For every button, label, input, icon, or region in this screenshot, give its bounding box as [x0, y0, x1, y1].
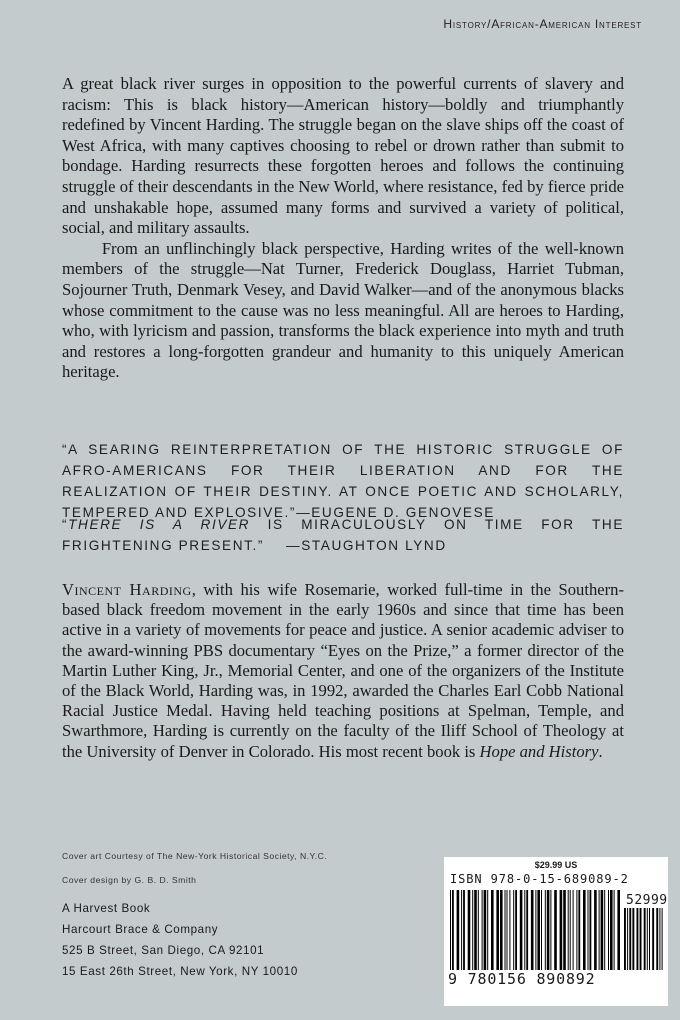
- barcode-bar: [599, 890, 600, 970]
- barcode-bar: [531, 890, 534, 970]
- barcode-bar: [484, 890, 487, 970]
- barcode-bar: [457, 890, 460, 970]
- cover-design-credit: Cover design by G. B. D. Smith: [62, 875, 197, 885]
- quote-text: “A SEARING REINTERPRETATION OF THE HISTORIC STRUGGLE OF AFRO-AMERICANS FOR THEIR LIBERATION AND FOR THE REALIZATION OF THEIR DESTINY. AT ONCE POETIC AND SCHOLARLY, TEMPERED AND EXPLOSIVE.”: [62, 442, 624, 520]
- barcode-bar: [568, 890, 569, 970]
- barcode-addon-digits: 52999: [626, 893, 668, 908]
- quote-open-mark: “: [62, 517, 69, 532]
- barcode-bar: [573, 890, 574, 970]
- barcode-bar: [576, 890, 577, 970]
- barcode-bar: [637, 908, 639, 970]
- barcode-bar: [594, 890, 597, 970]
- ean-digits: 9 780156 890892: [448, 970, 596, 988]
- barcode-bar: [450, 890, 451, 970]
- barcode-bar: [537, 890, 540, 970]
- barcode-bar: [649, 908, 650, 970]
- barcode-bar: [588, 890, 589, 970]
- barcode-bar: [563, 890, 566, 970]
- barcode-bar: [614, 890, 615, 970]
- isbn-label: ISBN 978-0-15-689089-2: [450, 872, 629, 886]
- price-label: $29.99 US: [534, 860, 578, 870]
- barcode-bar: [487, 890, 488, 970]
- barcode-bar: [656, 908, 658, 970]
- barcode-bar: [608, 890, 609, 970]
- publisher-address-2: 15 East 26th Street, New York, NY 10010: [62, 965, 298, 978]
- cover-art-credit: Cover art Courtesy of The New-York Historical Society, N.Y.C.: [62, 851, 328, 861]
- barcode-bar: [590, 890, 592, 970]
- barcode-bar: [659, 908, 660, 970]
- barcode-bar: [640, 908, 642, 970]
- quote-attribution: —STAUGHTON LYND: [286, 538, 447, 553]
- barcode-bar: [515, 890, 517, 970]
- quote-text: IS MIRACULOUSLY ON TIME FOR THE FRIGHTENING PRESENT.”: [62, 517, 625, 553]
- barcode-bar: [545, 890, 546, 970]
- barcode-bar: [570, 890, 571, 970]
- barcode-bar: [468, 890, 471, 970]
- barcode-bar: [610, 890, 613, 970]
- barcode-bar: [474, 890, 477, 970]
- barcode-bar: [560, 890, 563, 970]
- barcode-bar: [463, 890, 465, 970]
- barcode-bar: [513, 890, 514, 970]
- barcode-bar: [604, 890, 605, 970]
- barcode-bar: [472, 890, 473, 970]
- barcode-bar: [491, 890, 494, 970]
- publisher-info: [62, 898, 298, 982]
- barcode-bar: [461, 890, 462, 970]
- barcode-bar: [452, 890, 454, 970]
- publisher-address-1: 525 B Street, San Diego, CA 92101: [62, 944, 265, 957]
- description-paragraph-2: From an unflinchingly black perspective, Harding writes of the well-known members of the struggle—Nat Turner, Frederick Douglass, Harriet Tubman, Sojourner Truth, Denmark Vesey, and David Walker—and of the anonymous blacks whose commitment to the cause was no less meaningful. All are heroes to Harding, who, with lyricism and passion, transforms the black experience into myth and truth and restores a long-forgotten grandeur and humanity to this uniquely American heritage.: [62, 238, 624, 382]
- category-label: History/African-American Interest: [443, 17, 642, 31]
- bio-text: , with his wife Rosemarie, worked full-time in the Southern-based black freedom movement in the early 1960s and since that time has been active in a variety of movements for peace and justice. A senior academic adviser to the award-winning PBS documentary “Eyes on the Prize,” a former director of the Martin Luther King, Jr., Memorial Center, and one of the organizers of the Institute of the Black World, Harding was, in 1992, awarded the Charles Earl Cobb National Racial Justice Medal. Having held teaching positions at Spelman, Temple, and Swarthmore, Harding is currently on the faculty of the Iliff School of Theology at the University of Denver in Colorado. His most recent book is: [62, 580, 624, 761]
- barcode-bar: [505, 890, 506, 970]
- barcode-bar: [652, 908, 654, 970]
- bio-book-title: Hope and History: [479, 741, 599, 761]
- barcode-bar: [617, 890, 620, 970]
- barcode-bar: [535, 890, 536, 970]
- description: [62, 74, 624, 383]
- barcode-bar: [509, 890, 510, 970]
- barcode-bar: [541, 890, 542, 970]
- barcode-box: [444, 857, 668, 1006]
- barcode-bar: [500, 890, 503, 970]
- bio-end: .: [598, 741, 603, 761]
- barcode-bar: [520, 890, 523, 970]
- barcode-bar: [644, 908, 646, 970]
- barcode-bar: [496, 890, 499, 970]
- publisher-name: Harcourt Brace & Company: [62, 923, 219, 936]
- barcode-bar: [550, 890, 551, 970]
- barcode-bar: [547, 890, 550, 970]
- publisher-imprint: A Harvest Book: [62, 902, 151, 915]
- barcode-bar: [524, 890, 525, 970]
- quote-book-title: THERE IS A RIVER: [68, 517, 251, 532]
- barcode-bar: [627, 908, 628, 970]
- barcode-bar: [482, 890, 483, 970]
- barcode-bar: [601, 890, 604, 970]
- barcode-bar: [478, 890, 479, 970]
- barcode-bar: [647, 908, 648, 970]
- barcode-bar: [507, 890, 508, 970]
- barcode-bar: [624, 908, 626, 970]
- review-quote-genovese: [62, 439, 624, 523]
- barcode-bar: [662, 908, 663, 970]
- author-bio: [62, 580, 624, 762]
- barcode-bar: [578, 890, 580, 970]
- review-quote-lynd: [62, 514, 624, 556]
- barcode-bar: [629, 908, 631, 970]
- author-name: Vincent Harding: [62, 580, 192, 599]
- barcode-bar: [554, 890, 557, 970]
- quote-attribution: —EUGENE D. GENOVESE: [296, 505, 495, 520]
- barcode-bar: [583, 890, 586, 970]
- description-paragraph-1: A great black river surges in opposition to the powerful currents of slavery and racism: This is black history—American history—boldly and triumphantly redefined by Vincent Harding. The struggle began on the slave ships off the coast of West Africa, with many captives choosing to rebel or drown rather than submit to bondage. Harding resurrects these forgotten heroes and follows the continuing struggle of their descendants in the New World, where resistance, fed by fierce pride and unshakable hope, assumed many forms and survived a variety of political, social, and military assaults.: [62, 74, 624, 238]
- barcode-bar: [526, 890, 528, 970]
- barcode-bar: [632, 908, 634, 970]
